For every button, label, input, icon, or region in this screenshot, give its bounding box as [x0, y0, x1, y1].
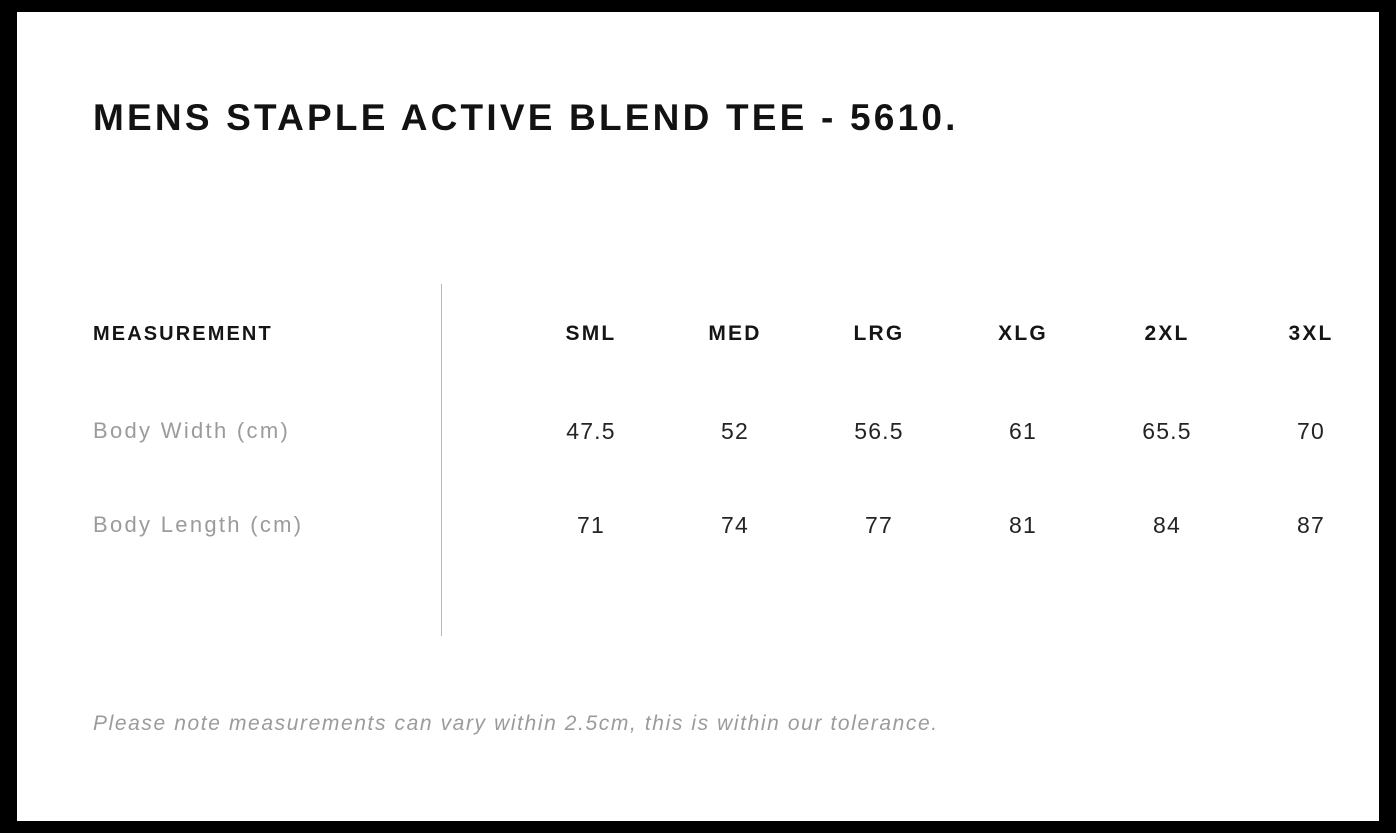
cell-body-width-3xl: 70 — [1297, 417, 1325, 444]
cell-body-length-med: 74 — [721, 511, 749, 538]
row-label-body-length: Body Length (cm) — [93, 512, 304, 537]
row-spacer — [441, 478, 519, 572]
header-spacer — [441, 284, 519, 384]
cell-body-length-2xl: 84 — [1153, 511, 1181, 538]
cell-body-width-xlg: 61 — [1009, 417, 1037, 444]
cell-body-width-lrg: 56.5 — [854, 417, 904, 444]
table-row — [93, 478, 1383, 572]
table-header-row — [93, 284, 1383, 384]
cell-body-length-3xl: 87 — [1297, 511, 1325, 538]
table-row — [93, 384, 1383, 478]
cell-body-length-xlg: 81 — [1009, 511, 1037, 538]
header-size-sml: SML — [565, 322, 617, 345]
cell-body-length-lrg: 77 — [865, 511, 893, 538]
size-table-container — [93, 284, 1334, 572]
page-title: MENS STAPLE ACTIVE BLEND TEE - 5610. — [93, 97, 959, 138]
cell-body-length-sml: 71 — [577, 511, 605, 538]
size-table — [93, 284, 1383, 572]
header-size-med: MED — [708, 322, 762, 345]
cell-body-width-med: 52 — [721, 417, 749, 444]
tolerance-note: Please note measurements can vary within 2.5cm, this is within our tolerance. — [93, 712, 939, 735]
row-label-body-width: Body Width (cm) — [93, 418, 291, 443]
row-spacer — [441, 384, 519, 478]
size-chart-page — [17, 12, 1379, 821]
header-size-lrg: LRG — [853, 322, 905, 345]
header-measurement: MEASUREMENT — [93, 322, 273, 345]
header-size-3xl: 3XL — [1288, 322, 1334, 345]
header-size-xlg: XLG — [998, 322, 1048, 345]
cell-body-width-2xl: 65.5 — [1142, 417, 1192, 444]
header-size-2xl: 2XL — [1144, 322, 1190, 345]
cell-body-width-sml: 47.5 — [566, 417, 616, 444]
